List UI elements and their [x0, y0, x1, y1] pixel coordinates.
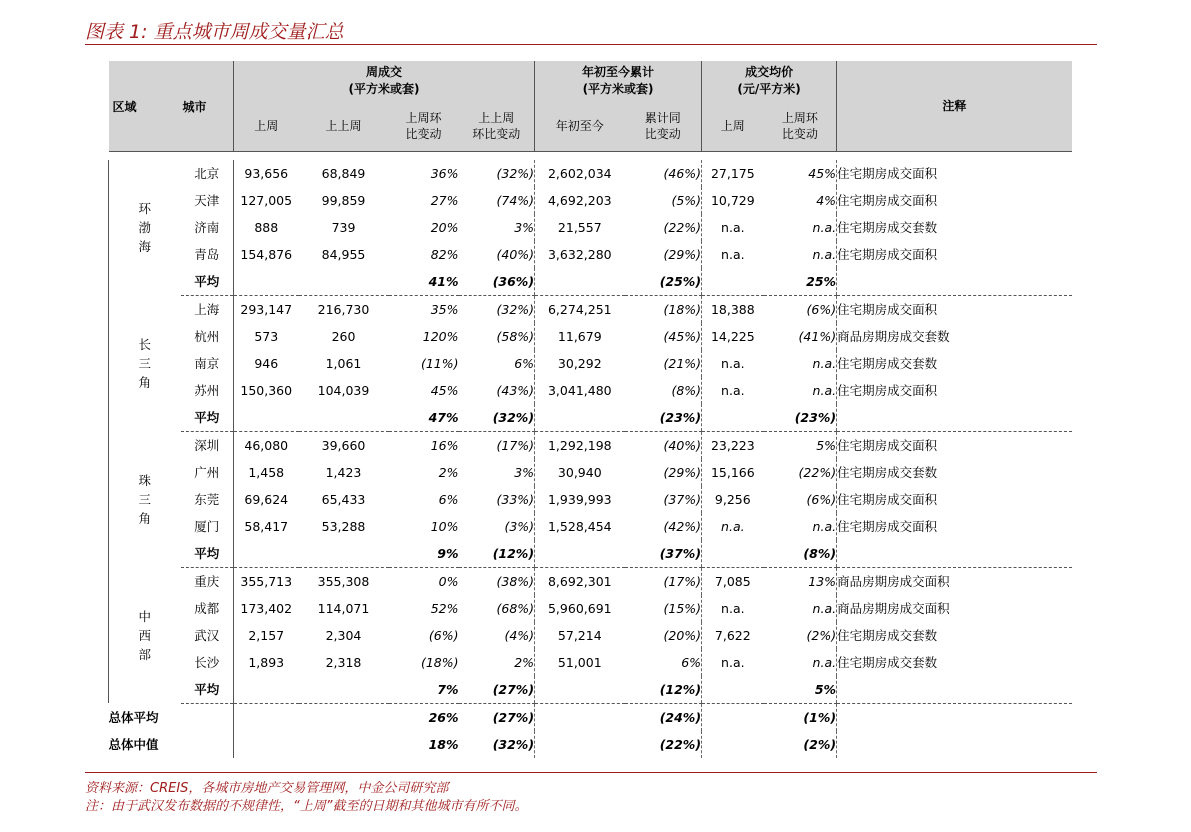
table-row [109, 459, 1072, 486]
ytd-cell: 4,692,203 [535, 187, 625, 214]
empty-cell [535, 540, 625, 568]
note-cell: 商品房期房成交面积 [837, 595, 1072, 622]
region-label: 中 西 部 [109, 567, 181, 703]
wow-cell: 0% [438, 573, 459, 589]
price-change-cell: n.a. [812, 654, 837, 670]
price-cell: n.a. [702, 214, 764, 241]
week-before-cell: 2,318 [325, 654, 362, 670]
note-cell: 住宅期房成交面积 [837, 295, 1072, 323]
table-row [109, 295, 1072, 323]
price-cell: 27,175 [702, 160, 764, 187]
note-cell: 住宅期房成交套数 [837, 350, 1072, 377]
week-before-cell: 1,061 [325, 355, 362, 371]
table-row [109, 160, 1072, 187]
title-rule [85, 44, 1097, 45]
empty-cell [702, 404, 764, 432]
city-cell: 杭州 [194, 329, 220, 344]
last-week-cell: 46,080 [234, 431, 299, 459]
total-average-row [109, 703, 1072, 731]
note-cell: 商品房期房成交套数 [837, 323, 1072, 350]
note-cell: 住宅期房成交面积 [837, 187, 1072, 214]
price-cell: n.a. [702, 649, 764, 676]
table-row [109, 350, 1072, 377]
avg-wow-cell: 7% [389, 676, 459, 704]
wow-cell: 2% [438, 464, 459, 480]
empty-cell [299, 703, 389, 731]
week-before-cell: 65,433 [321, 491, 366, 507]
price-cell: 7,622 [702, 622, 764, 649]
ytd-change-cell: (45%) [663, 328, 702, 344]
ytd-change-cell: (15%) [663, 600, 702, 616]
avg-prev-wow-cell: (32%) [459, 404, 535, 432]
empty-cell [702, 676, 764, 704]
week-before-cell: 2,304 [325, 627, 362, 643]
wow-cell: 45% [430, 382, 459, 398]
table-row [109, 513, 1072, 540]
note-cell: 住宅期房成交套数 [837, 649, 1072, 676]
note-cell: 住宅期房成交面积 [837, 160, 1072, 187]
empty-cell [837, 404, 1072, 432]
region-label: 珠 三 角 [109, 431, 181, 567]
price-change-cell: 45% [808, 165, 837, 181]
price-change-cell: 13% [808, 573, 837, 589]
total-prev-wow-cell: (27%) [492, 709, 535, 725]
average-label: 平均 [181, 540, 234, 568]
wow-cell: 16% [430, 437, 459, 453]
price-change-cell: (41%) [798, 328, 837, 344]
last-week-cell: 154,876 [234, 241, 299, 268]
price-cell: n.a. [702, 350, 764, 377]
empty-cell [535, 676, 625, 704]
price-cell: 23,223 [702, 431, 764, 459]
wow-cell: 10% [430, 518, 459, 534]
header-city: 城市 [181, 61, 234, 152]
footer-rule [85, 772, 1097, 773]
ytd-cell: 11,679 [535, 323, 625, 350]
wow-cell: 120% [422, 328, 459, 344]
empty-cell [535, 404, 625, 432]
last-week-cell: 69,624 [234, 486, 299, 513]
ytd-cell: 51,001 [535, 649, 625, 676]
week-before-cell: 739 [331, 219, 356, 235]
ytd-change-cell: (42%) [663, 518, 702, 534]
ytd-change-cell: (37%) [663, 491, 702, 507]
prev-wow-cell: (43%) [496, 382, 535, 398]
table-row [109, 649, 1072, 676]
price-change-cell: n.a. [812, 600, 837, 616]
table-body [109, 152, 1072, 758]
avg-prev-wow-cell: (27%) [459, 676, 535, 704]
empty-cell [234, 268, 299, 296]
avg-wow-cell: 9% [389, 540, 459, 568]
city-cell: 深圳 [194, 438, 220, 453]
total-price-change-cell: (1%) [803, 709, 837, 725]
city-cell: 北京 [194, 166, 220, 181]
wow-cell: (6%) [428, 627, 459, 643]
total-ytd-change-cell: (24%) [659, 709, 702, 725]
price-change-cell: (2%) [806, 627, 837, 643]
note-cell: 住宅期房成交套数 [837, 214, 1072, 241]
week-before-cell: 355,308 [317, 573, 370, 589]
wow-cell: 27% [430, 192, 459, 208]
empty-cell [837, 540, 1072, 568]
header-last-week: 上周 [234, 101, 299, 152]
wow-cell: 82% [430, 246, 459, 262]
header-wow-change: 上周环 比变动 [389, 101, 459, 152]
median-price-change-cell: (2%) [803, 736, 837, 752]
header-week-before: 上上周 [299, 101, 389, 152]
empty-cell [299, 540, 389, 568]
wow-cell: 20% [430, 219, 459, 235]
page-title: 图表 1: 重点城市周成交量汇总 [85, 21, 344, 43]
empty-cell [535, 268, 625, 296]
prev-wow-cell: (32%) [496, 165, 535, 181]
last-week-cell: 355,713 [234, 567, 299, 595]
price-cell: 9,256 [702, 486, 764, 513]
ytd-cell: 3,041,480 [535, 377, 625, 404]
header-note: 注释 [837, 61, 1072, 152]
avg-ytd-change-cell: (23%) [625, 404, 702, 432]
source-note: 资料来源：CREIS，各城市房地产交易管理网，中金公司研究部 [85, 781, 449, 796]
price-cell: 7,085 [702, 567, 764, 595]
city-cell: 东莞 [194, 492, 220, 507]
ytd-change-cell: (18%) [663, 301, 702, 317]
last-week-cell: 573 [234, 323, 299, 350]
average-row [109, 676, 1072, 704]
header-price-group: 成交均价 (元/平方米) [702, 61, 837, 101]
last-week-cell: 150,360 [234, 377, 299, 404]
empty-cell [234, 540, 299, 568]
price-cell: n.a. [702, 595, 764, 622]
avg-price-change-cell: (8%) [764, 540, 837, 568]
wow-cell: 35% [430, 301, 459, 317]
city-cell: 长沙 [194, 655, 220, 670]
avg-wow-cell: 41% [389, 268, 459, 296]
wow-cell: 6% [438, 491, 459, 507]
city-cell: 青岛 [194, 247, 220, 262]
avg-price-change-cell: 25% [764, 268, 837, 296]
ytd-cell: 2,602,034 [535, 160, 625, 187]
city-cell: 武汉 [194, 628, 220, 643]
prev-wow-cell: 3% [514, 464, 535, 480]
city-cell: 济南 [194, 220, 220, 235]
ytd-change-cell: (20%) [663, 627, 702, 643]
average-label: 平均 [181, 268, 234, 296]
table-row [109, 567, 1072, 595]
table-row [109, 323, 1072, 350]
last-week-cell: 1,893 [234, 649, 299, 676]
footnote: 注：由于武汉发布数据的不规律性，“上周”截至的日期和其他城市有所不同。 [85, 799, 528, 814]
note-cell: 商品房期房成交面积 [837, 567, 1072, 595]
prev-wow-cell: (74%) [496, 192, 535, 208]
ytd-cell: 1,292,198 [535, 431, 625, 459]
region-label: 长 三 角 [109, 295, 181, 431]
city-cell: 厦门 [194, 519, 220, 534]
price-cell: n.a. [702, 377, 764, 404]
last-week-cell: 58,417 [234, 513, 299, 540]
avg-ytd-change-cell: (25%) [625, 268, 702, 296]
header-ytd-group: 年初至今累计 (平方米或套) [535, 61, 702, 101]
total-median-row [109, 731, 1072, 758]
avg-prev-wow-cell: (12%) [459, 540, 535, 568]
table-row [109, 486, 1072, 513]
header-price-wow: 上周环 比变动 [764, 101, 837, 152]
total-average-label: 总体平均 [108, 710, 159, 725]
ytd-change-cell: (8%) [671, 382, 702, 398]
note-cell: 住宅期房成交面积 [837, 241, 1072, 268]
week-before-cell: 1,423 [325, 464, 362, 480]
prev-wow-cell: (3%) [504, 518, 535, 534]
average-label: 平均 [181, 676, 234, 704]
median-wow-cell: 18% [428, 736, 459, 752]
prev-wow-cell: (38%) [496, 573, 535, 589]
note-cell: 住宅期房成交面积 [837, 431, 1072, 459]
prev-wow-cell: 2% [514, 654, 535, 670]
table-row [109, 595, 1072, 622]
wow-cell: 52% [430, 600, 459, 616]
wow-cell: (11%) [420, 355, 459, 371]
ytd-cell: 5,960,691 [535, 595, 625, 622]
city-cell: 天津 [194, 193, 220, 208]
week-before-cell: 84,955 [321, 246, 366, 262]
price-cell: 14,225 [702, 323, 764, 350]
ytd-cell: 1,939,993 [535, 486, 625, 513]
empty-cell [702, 540, 764, 568]
city-cell: 上海 [194, 302, 220, 317]
average-row [109, 268, 1072, 296]
header-region: 区域 [109, 61, 181, 152]
empty-cell [299, 268, 389, 296]
week-before-cell: 260 [331, 328, 356, 344]
last-week-cell: 2,157 [234, 622, 299, 649]
price-cell: n.a. [702, 241, 764, 268]
median-prev-wow-cell: (32%) [492, 736, 535, 752]
note-cell: 住宅期房成交套数 [837, 622, 1072, 649]
price-change-cell: 4% [816, 192, 837, 208]
empty-cell [702, 268, 764, 296]
prev-wow-cell: (4%) [504, 627, 535, 643]
table-row [109, 152, 1072, 160]
note-cell: 住宅期房成交面积 [837, 486, 1072, 513]
avg-ytd-change-cell: (12%) [625, 676, 702, 704]
note-cell: 住宅期房成交面积 [837, 377, 1072, 404]
ytd-cell: 6,274,251 [535, 295, 625, 323]
wow-cell: (18%) [420, 654, 459, 670]
city-cell: 重庆 [194, 574, 220, 589]
last-week-cell: 888 [234, 214, 299, 241]
city-cell: 广州 [194, 465, 220, 480]
city-cell: 成都 [194, 601, 220, 616]
total-median-label: 总体中值 [108, 737, 159, 752]
price-change-cell: n.a. [812, 246, 837, 262]
empty-cell [299, 731, 389, 758]
avg-prev-wow-cell: (36%) [459, 268, 535, 296]
week-before-cell: 216,730 [317, 301, 370, 317]
empty-cell [535, 703, 625, 731]
header-cum-change: 累计同 比变动 [625, 101, 702, 152]
table-row [109, 622, 1072, 649]
empty-cell [299, 404, 389, 432]
prev-wow-cell: (32%) [496, 301, 535, 317]
header-prev-wow-change: 上上周 环比变动 [459, 101, 535, 152]
header-weekly-group: 周成交 (平方米或套) [234, 61, 535, 101]
ytd-change-cell: (5%) [671, 192, 702, 208]
avg-price-change-cell: 5% [764, 676, 837, 704]
wow-cell: 36% [430, 165, 459, 181]
ytd-change-cell: (21%) [663, 355, 702, 371]
ytd-change-cell: (46%) [663, 165, 702, 181]
ytd-cell: 8,692,301 [535, 567, 625, 595]
prev-wow-cell: (33%) [496, 491, 535, 507]
price-change-cell: n.a. [812, 382, 837, 398]
empty-cell [234, 404, 299, 432]
average-row [109, 540, 1072, 568]
prev-wow-cell: (17%) [496, 437, 535, 453]
note-cell: 住宅期房成交面积 [837, 513, 1072, 540]
empty-cell [837, 268, 1072, 296]
empty-cell [535, 731, 625, 758]
week-before-cell: 68,849 [321, 165, 366, 181]
ytd-cell: 57,214 [535, 622, 625, 649]
ytd-change-cell: 6% [681, 654, 702, 670]
average-row [109, 404, 1072, 432]
week-before-cell: 53,288 [321, 518, 366, 534]
week-before-cell: 39,660 [321, 437, 366, 453]
last-week-cell: 173,402 [234, 595, 299, 622]
price-change-cell: 5% [816, 437, 837, 453]
last-week-cell: 1,458 [234, 459, 299, 486]
last-week-cell: 93,656 [234, 160, 299, 187]
city-cell: 苏州 [194, 383, 220, 398]
prev-wow-cell: (40%) [496, 246, 535, 262]
week-before-cell: 99,859 [321, 192, 366, 208]
empty-cell [234, 731, 299, 758]
ytd-change-cell: (40%) [663, 437, 702, 453]
empty-cell [702, 703, 764, 731]
price-change-cell: (6%) [806, 301, 837, 317]
empty-cell [837, 703, 1072, 731]
price-change-cell: (6%) [806, 491, 837, 507]
city-volume-table [108, 61, 1072, 758]
empty-cell [299, 676, 389, 704]
price-cell: 18,388 [702, 295, 764, 323]
ytd-cell: 3,632,280 [535, 241, 625, 268]
empty-cell [234, 703, 299, 731]
last-week-cell: 127,005 [234, 187, 299, 214]
ytd-change-cell: (29%) [663, 464, 702, 480]
price-cell: n.a. [702, 513, 764, 540]
prev-wow-cell: 6% [514, 355, 535, 371]
price-cell: 15,166 [702, 459, 764, 486]
region-label: 环 渤 海 [109, 160, 181, 296]
table-row [109, 241, 1072, 268]
ytd-cell: 30,292 [535, 350, 625, 377]
table-row [109, 187, 1072, 214]
avg-price-change-cell: (23%) [764, 404, 837, 432]
ytd-cell: 30,940 [535, 459, 625, 486]
table-row [109, 431, 1072, 459]
average-label: 平均 [181, 404, 234, 432]
last-week-cell: 946 [234, 350, 299, 377]
header-ytd: 年初至今 [535, 101, 625, 152]
total-wow-cell: 26% [428, 709, 459, 725]
week-before-cell: 114,071 [317, 600, 370, 616]
empty-cell [837, 676, 1072, 704]
table-row [109, 214, 1072, 241]
ytd-change-cell: (22%) [663, 219, 702, 235]
price-change-cell: n.a. [812, 518, 837, 534]
week-before-cell: 104,039 [317, 382, 370, 398]
median-ytd-change-cell: (22%) [659, 736, 702, 752]
avg-ytd-change-cell: (37%) [625, 540, 702, 568]
header-price-last-week: 上周 [702, 101, 764, 152]
note-cell: 住宅期房成交套数 [837, 459, 1072, 486]
ytd-change-cell: (17%) [663, 573, 702, 589]
city-cell: 南京 [194, 356, 220, 371]
price-change-cell: n.a. [812, 219, 837, 235]
prev-wow-cell: (58%) [496, 328, 535, 344]
empty-cell [234, 676, 299, 704]
empty-cell [837, 731, 1072, 758]
ytd-cell: 21,557 [535, 214, 625, 241]
table-row [109, 377, 1072, 404]
price-change-cell: (22%) [798, 464, 837, 480]
last-week-cell: 293,147 [234, 295, 299, 323]
ytd-cell: 1,528,454 [535, 513, 625, 540]
ytd-change-cell: (29%) [663, 246, 702, 262]
prev-wow-cell: (68%) [496, 600, 535, 616]
price-cell: 10,729 [702, 187, 764, 214]
avg-wow-cell: 47% [389, 404, 459, 432]
price-change-cell: n.a. [812, 355, 837, 371]
empty-cell [702, 731, 764, 758]
prev-wow-cell: 3% [514, 219, 535, 235]
